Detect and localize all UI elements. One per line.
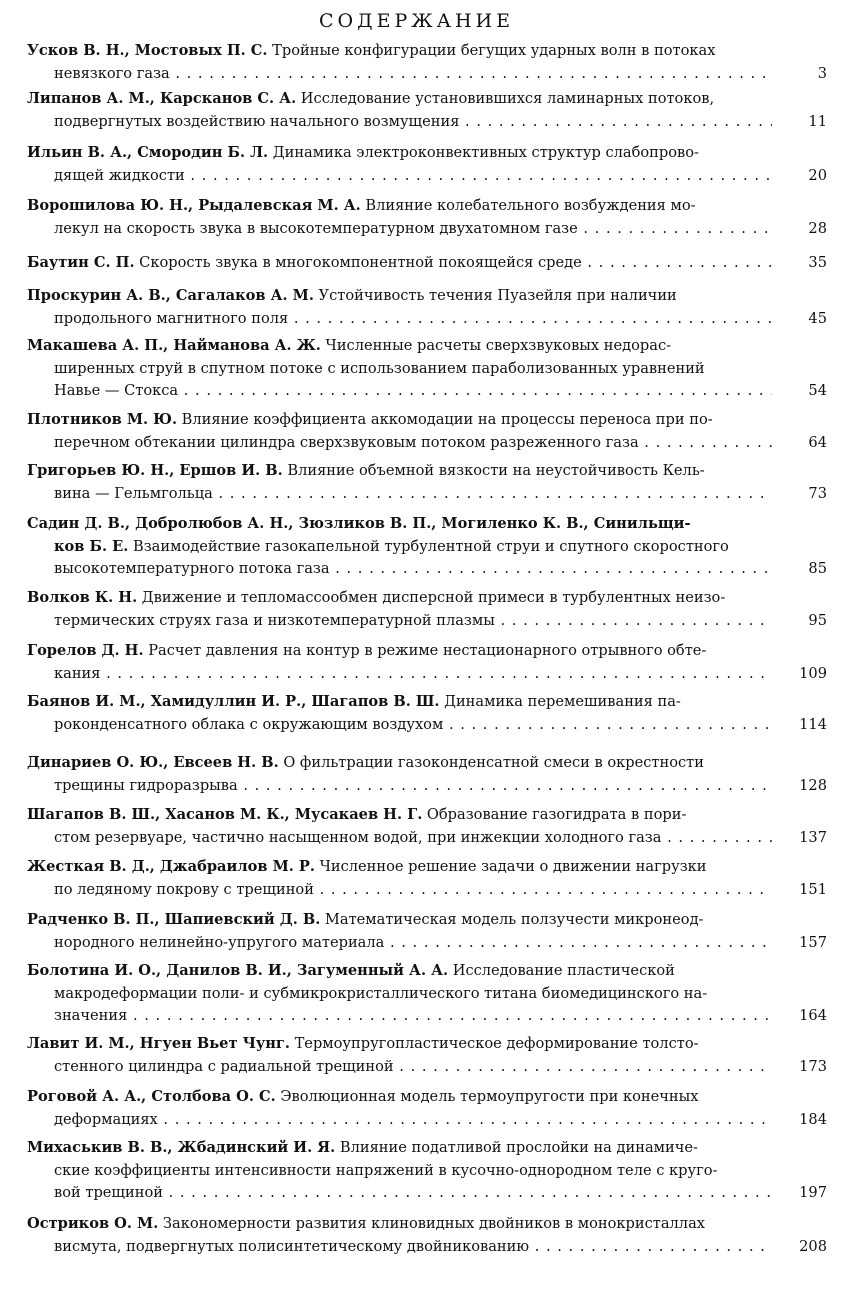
entry-authors: Михаськив В. В., Жбадинский И. Я.	[27, 1139, 336, 1156]
entry-title-text: Численные расчеты сверхзвуковых недорас-	[320, 337, 672, 354]
toc-entry-line	[27, 195, 827, 218]
entry-title-text: Динамика электроконвективных структур слабопрово-	[268, 144, 699, 161]
entry-title-text: трещины гидроразрыва	[54, 776, 238, 794]
page-number: 54	[808, 382, 827, 399]
entry-authors: Роговой А. А., Столбова О. С.	[27, 1088, 276, 1105]
entry-authors: Баутин С. П.	[27, 254, 135, 271]
entry-title-text: Численное решение задачи о движении нагрузки	[314, 858, 707, 875]
toc-entry-line	[27, 63, 772, 86]
toc-entry-line	[27, 335, 827, 358]
entry-title-text: ские коэффициенты интенсивности напряжений в кусочно-однородном теле с круго-	[54, 1161, 718, 1179]
entry-title-text: термических струях газа и низкотемпературной плазмы	[54, 611, 495, 629]
toc-entry-line	[27, 111, 772, 134]
toc-entry-line	[27, 1160, 827, 1183]
entry-title-text: вина — Гельмгольца	[54, 484, 213, 502]
toc-entry-line	[27, 1213, 827, 1236]
page-number: 73	[808, 484, 827, 502]
toc-entry-line	[27, 409, 827, 432]
toc-entry-line	[27, 640, 827, 663]
entry-authors: Болотина И. О., Данилов В. И., Загуменный А. А.	[27, 962, 449, 979]
toc-entry-line	[27, 513, 827, 536]
toc-entry-line	[27, 827, 772, 850]
toc-entry-line	[27, 932, 772, 955]
toc-entry-line	[27, 663, 772, 686]
toc-entry	[27, 1213, 827, 1258]
toc-entry	[27, 752, 827, 797]
toc-entry-line	[27, 1056, 772, 1079]
entry-title-text: ширенных струй в спутном потоке с использованием параболизованных уравнений	[54, 359, 705, 377]
toc-entry	[27, 691, 827, 736]
toc-entry-line	[27, 218, 772, 241]
entry-title-text: Влияние податливой прослойки на динамиче-	[335, 1139, 698, 1156]
page-number: 197	[799, 1184, 827, 1201]
page-number: 28	[808, 219, 827, 237]
toc-entry-line	[27, 380, 772, 403]
entry-authors: Динариев О. Ю., Евсеев Н. В.	[27, 754, 279, 771]
page-number: 137	[799, 828, 827, 846]
toc-entry-line	[27, 432, 772, 455]
toc-entry-line	[27, 536, 827, 559]
page-number: 164	[799, 1007, 827, 1024]
toc-entry	[27, 804, 827, 849]
entry-authors: Баянов И. М., Хамидуллин И. Р., Шагапов В. Ш.	[27, 693, 440, 710]
toc-entry-line	[27, 460, 827, 483]
toc-entry-line	[27, 88, 827, 111]
entry-title-text: значения	[54, 1007, 128, 1024]
entry-authors: Ильин В. А., Смородин Б. Л.	[27, 144, 269, 161]
entry-authors: Проскурин А. В., Сагалаков А. М.	[27, 287, 314, 304]
toc-entry	[27, 587, 827, 632]
toc-entry-line	[27, 483, 772, 506]
toc-entry	[27, 513, 827, 581]
toc-entry	[27, 142, 827, 187]
page-number: 45	[808, 309, 827, 327]
toc-entry	[27, 40, 827, 85]
toc-entry-line	[27, 879, 772, 902]
toc-entry-line	[27, 1236, 772, 1259]
toc-entry-line	[27, 1005, 772, 1028]
toc-entry	[27, 1137, 827, 1205]
entry-title-text: висмута, подвергнутых полисинтетическому двойникованию	[54, 1237, 530, 1255]
toc-entry-line	[27, 610, 772, 633]
toc-entry-line	[27, 558, 772, 581]
entry-title-text: Влияние коэффициента аккомодации на процессы переноса при по-	[177, 411, 713, 428]
entry-title-text: Исследование пластической	[448, 962, 675, 979]
entry-authors: Лавит И. М., Нгуен Вьет Чунг.	[27, 1035, 290, 1052]
toc-entry-line	[27, 1033, 827, 1056]
toc-entry-line	[27, 909, 827, 932]
entry-title-text: Движение и тепломассообмен дисперсной примеси в турбулентных неизо-	[137, 589, 726, 606]
toc-entry-line	[27, 1086, 827, 1109]
page-number: 173	[799, 1057, 827, 1075]
entry-authors: ков Б. Е.	[54, 537, 129, 555]
entry-title-text: по ледяному покрову с трещиной	[54, 880, 314, 898]
entry-title-text: Образование газогидрата в пори-	[422, 806, 687, 823]
entry-title-text: перечном обтекании цилиндра сверхзвуковым потоком разреженного газа	[54, 433, 639, 451]
entry-title-text: Динамика перемешивания па-	[439, 693, 681, 710]
page-number: 151	[799, 880, 827, 898]
entry-title-text: Устойчивость течения Пуазейля при наличии	[313, 287, 677, 304]
entry-authors: Григорьев Ю. Н., Ершов И. В.	[27, 462, 283, 479]
toc-entry	[27, 1086, 827, 1131]
toc-entry-line	[27, 1182, 772, 1205]
entry-title-text: лекул на скорость звука в высокотемпературном двухатомном газе	[54, 219, 578, 237]
entry-title-text: Влияние объемной вязкости на неустойчивость Кель-	[282, 462, 705, 479]
entry-title-text: макродеформации поли- и субмикрокристаллического титана биомедицинского на-	[54, 984, 708, 1002]
entry-title-text: дящей жидкости	[54, 166, 185, 184]
toc-entry	[27, 460, 827, 505]
entry-authors: Усков В. Н., Мостовых П. С.	[27, 42, 268, 59]
entry-title-text: нородного нелинейно-упругого материала	[54, 933, 385, 951]
entry-authors: Липанов А. М., Карсканов С. А.	[27, 90, 297, 107]
page-number: 184	[799, 1110, 827, 1128]
page-number: 114	[799, 715, 827, 733]
toc-entry-line	[27, 775, 772, 798]
entry-title-text: подвергнутых воздействию начального возмущения	[54, 112, 460, 130]
entry-authors: Садин Д. В., Добролюбов А. Н., Зюзликов В. П., Могиленко К. В., Синильщи-	[27, 515, 691, 532]
toc-entry	[27, 909, 827, 954]
entry-title-text: Влияние колебательного возбуждения мо-	[360, 197, 696, 214]
page-number: 95	[808, 611, 827, 629]
entry-title-text: Расчет давления на контур в режиме нестационарного отрывного обте-	[143, 642, 707, 659]
entry-title-text: высокотемпературного потока газа	[54, 560, 330, 577]
entry-authors: Горелов Д. Н.	[27, 642, 144, 659]
entry-title-text: Термоупругопластическое деформирование толсто-	[289, 1035, 699, 1052]
toc-entry-line	[27, 252, 772, 275]
entry-title-text: вой трещиной	[54, 1184, 163, 1201]
toc-entry-line	[27, 165, 772, 188]
toc-entry	[27, 335, 827, 403]
entry-title-text: Скорость звука в многокомпонентной покоящейся среде	[134, 254, 582, 271]
toc-entry	[27, 88, 827, 133]
entry-title-text: Математическая модель ползучести микронеод-	[320, 911, 704, 928]
toc-entry-line	[27, 960, 827, 983]
page-number: 20	[808, 166, 827, 184]
toc-entry-line	[27, 804, 827, 827]
toc-entry	[27, 856, 827, 901]
page-number: 64	[808, 433, 827, 451]
entry-title-text: деформациях	[54, 1110, 158, 1128]
page-title: СОДЕРЖАНИЕ	[319, 10, 514, 32]
toc-entry-line	[27, 752, 827, 775]
page-number: 157	[799, 933, 827, 951]
toc-entry	[27, 252, 827, 275]
toc-entry-line	[27, 587, 827, 610]
entry-title-text: Исследование установившихся ламинарных потоков,	[296, 90, 715, 107]
toc-entry-line	[27, 358, 827, 381]
toc-entry	[27, 1033, 827, 1078]
page-number: 11	[808, 112, 827, 130]
toc-entry-line	[27, 856, 827, 879]
entry-title-text: Закономерности развития клиновидных двойников в монокристаллах	[158, 1215, 705, 1232]
toc-entry-line	[27, 691, 827, 714]
entry-title-text: Взаимодействие газокапельной турбулентной струи и спутного скоростного	[128, 537, 729, 555]
toc-entry-line	[27, 1109, 772, 1132]
entry-authors: Остриков О. М.	[27, 1215, 159, 1232]
toc-entry-line	[27, 142, 827, 165]
entry-title-text: невязкого газа	[54, 64, 170, 82]
toc-entry	[27, 195, 827, 240]
entry-authors: Ворошилова Ю. Н., Рыдалевская М. А.	[27, 197, 361, 214]
toc-entry	[27, 409, 827, 454]
entry-title-text: стенного цилиндра с радиальной трещиной	[54, 1057, 394, 1075]
entry-title-text: О фильтрации газоконденсатной смеси в окрестности	[278, 754, 704, 771]
entry-title-text: Тройные конфигурации бегущих ударных волн в потоках	[267, 42, 716, 59]
toc-entry	[27, 960, 827, 1028]
toc-entry-line	[27, 1137, 827, 1160]
entry-authors: Волков К. Н.	[27, 589, 138, 606]
entry-title-text: роконденсатного облака с окружающим воздухом	[54, 715, 444, 733]
entry-authors: Радченко В. П., Шапиевский Д. В.	[27, 911, 321, 928]
toc-entry-line	[27, 285, 827, 308]
entry-title-text: стом резервуаре, частично насыщенном водой, при инжекции холодного газа	[54, 828, 662, 846]
toc-entry-line	[27, 40, 827, 63]
toc-entry-line	[27, 714, 772, 737]
toc-entry-line	[27, 308, 772, 331]
page-number: 109	[799, 664, 827, 682]
toc-entry	[27, 285, 827, 330]
page-number: 85	[808, 560, 827, 577]
entry-authors: Шагапов В. Ш., Хасанов М. К., Мусакаев Н. Г.	[27, 806, 423, 823]
entry-authors: Жесткая В. Д., Джабраилов М. Р.	[27, 858, 315, 875]
toc-entry-line	[27, 983, 827, 1006]
entry-title-text: продольного магнитного поля	[54, 309, 289, 327]
entry-authors: Макашева А. П., Найманова А. Ж.	[27, 337, 321, 354]
toc-entry	[27, 640, 827, 685]
entry-title-text: Эволюционная модель термоупругости при конечных	[275, 1088, 699, 1105]
entry-title-text: кания	[54, 664, 101, 682]
page-number: 3	[817, 64, 827, 82]
page-number: 128	[799, 776, 827, 794]
page-number: 208	[799, 1237, 827, 1255]
page-number: 35	[808, 254, 827, 271]
entry-authors: Плотников М. Ю.	[27, 411, 178, 428]
entry-title-text: Навье — Стокса	[54, 382, 179, 399]
